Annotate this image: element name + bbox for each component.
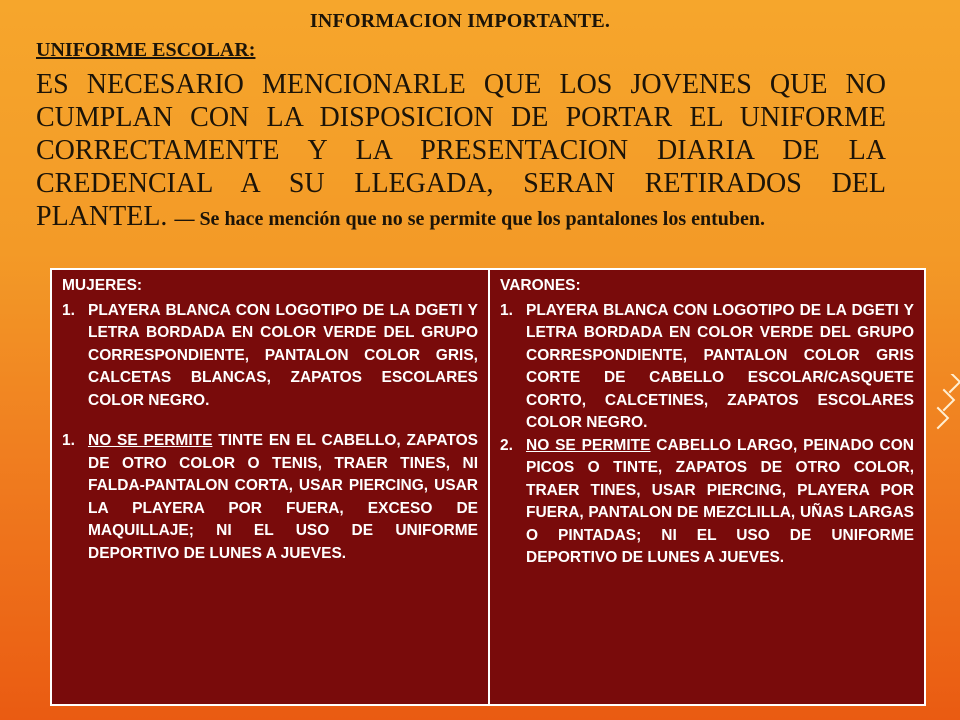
men-item-1-text: PLAYERA BLANCA CON LOGOTIPO DE LA DGETI Y LETRA BORDADA EN COLOR VERDE DEL GRUPO CORRESPONDIENTE, PANTALON COLOR GRIS CORTE DE CABELLO ESCOLAR/CASQUETE CORTO, CALCETINES, ZAPATOS ESCOLARES COLOR NEGRO. [526, 301, 914, 431]
uniform-requirements-table [50, 268, 926, 706]
men-heading: VARONES: [500, 277, 581, 294]
men-item-1 [500, 300, 914, 435]
women-item-2 [62, 430, 478, 565]
men-item-2 [500, 435, 914, 570]
section-heading: UNIFORME ESCOLAR: [36, 39, 256, 61]
notice-paragraph [36, 68, 886, 236]
men-item-2-number: 2. [500, 436, 513, 454]
chevron-up-triple-icon [934, 374, 960, 460]
notice-main-text: ES NECESARIO MENCIONARLE QUE LOS JOVENES QUE NO CUMPLAN CON LA DISPOSICION DE PORTAR EL UNIFORME CORRECTAMENTE Y LA PRESENTACION DIARIA DE LA CREDENCIAL A SU LLEGADA, SERAN RETIRADOS DEL PLANTEL. [36, 69, 886, 232]
women-item-2-number: 1. [62, 432, 75, 449]
women-column [52, 270, 488, 704]
women-item-2-highlight: NO SE PERMITE [88, 432, 213, 449]
chevron-up-icon [934, 389, 955, 412]
women-item-1 [62, 300, 478, 413]
men-item-1-number: 1. [500, 301, 513, 319]
notice-extra-text: — Se hace mención que no se permite que los pantalones los entuben. [174, 208, 766, 230]
women-item-2-text: TINTE EN EL CABELLO, ZAPATOS DE OTRO COLOR O TENIS, TRAER TINES, NI FALDA-PANTALON CORTA, USAR PIERCING, USAR LA PLAYERA POR FUERA, EXCESO DE MAQUILLAJE; NI EL USO DE UNIFORME DEPORTIVO DE LUNES A JUEVES. [88, 432, 478, 562]
intro-block [36, 38, 886, 236]
page-title: INFORMACION IMPORTANTE. [309, 10, 611, 32]
men-item-2-text: CABELLO LARGO, PEINADO CON PICOS O TINTE, ZAPATOS DE OTRO COLOR, TRAER TINES, USAR PIERCING, PLAYERA POR FUERA, PANTALON DE MEZCLILLA, UÑAS LARGAS O PINTADAS; NI EL USO DE UNIFORME DEPORTIVO DE LUNES A JUEVES. [526, 436, 914, 566]
women-item-1-number: 1. [62, 301, 75, 319]
chevron-up-icon [939, 374, 960, 393]
men-column [488, 270, 924, 704]
women-item-2-text-block [88, 430, 478, 565]
men-item-2-highlight: NO SE PERMITE [526, 436, 651, 454]
chevron-up-icon [934, 407, 949, 430]
men-item-2-text-block [526, 435, 914, 570]
women-heading: MUJERES: [62, 277, 143, 294]
women-item-1-text: PLAYERA BLANCA CON LOGOTIPO DE LA DGETI Y LETRA BORDADA EN COLOR VERDE DEL GRUPO CORRESPONDIENTE, PANTALON COLOR GRIS, CALCETAS BLANCAS, ZAPATOS ESCOLARES COLOR NEGRO. [88, 301, 478, 409]
